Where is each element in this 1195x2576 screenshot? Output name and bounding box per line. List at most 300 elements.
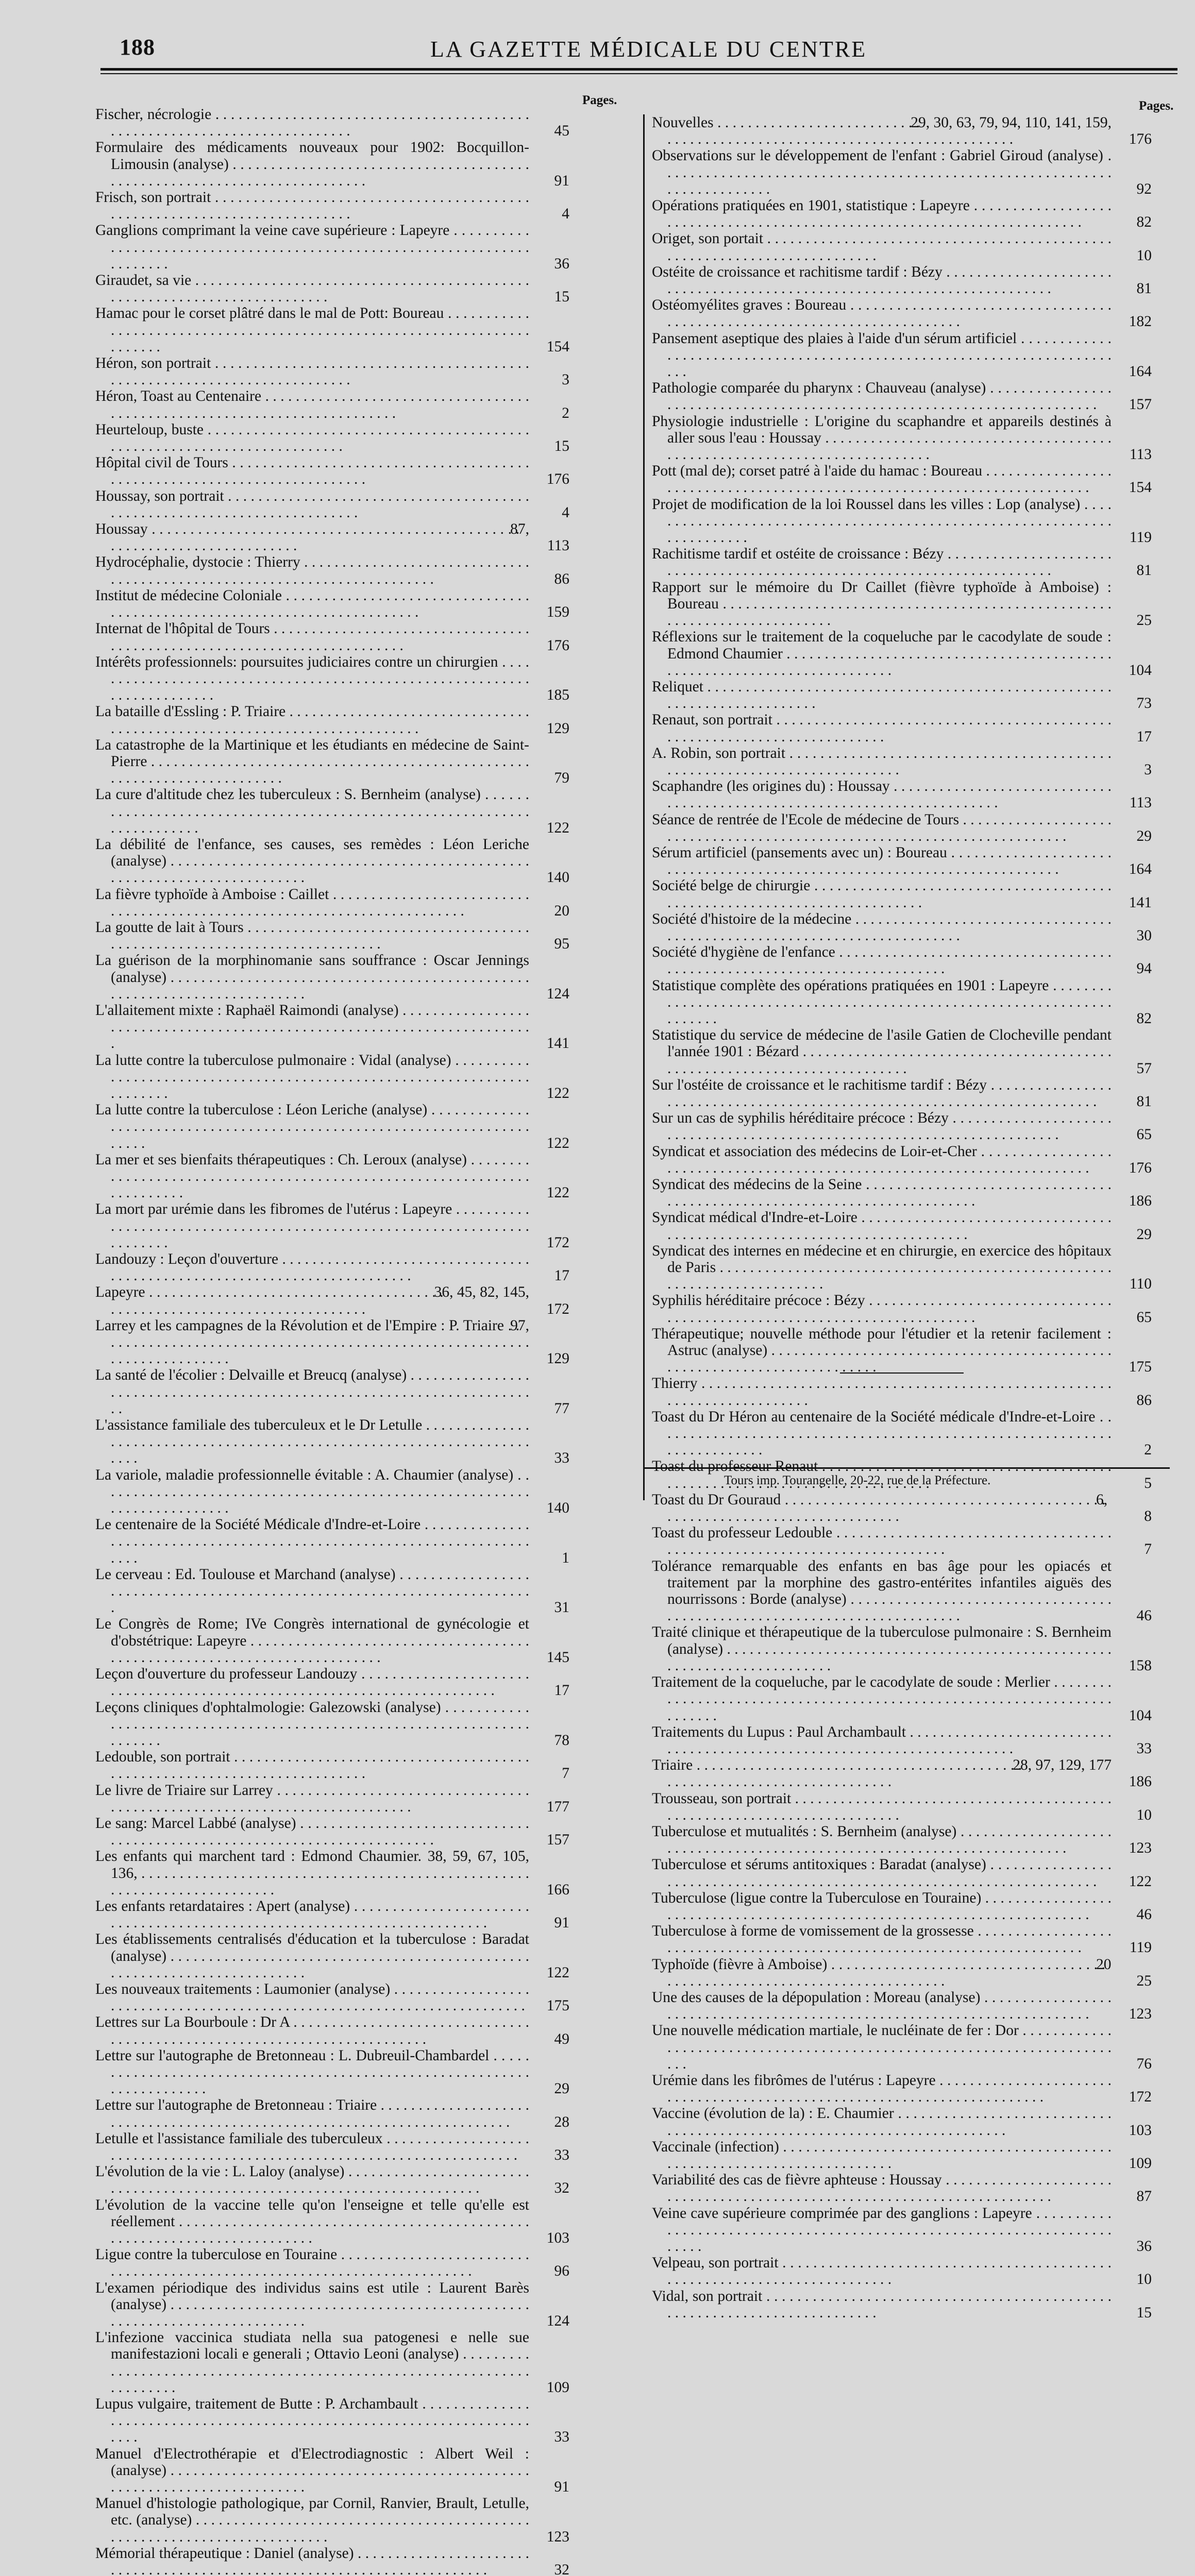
entry-title — [95, 919, 529, 952]
entry-text: Frisch, son portrait — [95, 189, 211, 206]
entry-title — [652, 1558, 1112, 1624]
entry-title — [95, 1699, 529, 1749]
entry-page: 81 — [1136, 562, 1152, 579]
index-entry — [652, 1176, 1152, 1209]
index-entry — [95, 2329, 569, 2396]
index-entry — [95, 2097, 569, 2130]
entry-text: Opérations pratiquées en 1901, statistique : Lapeyre — [652, 197, 970, 214]
entry-text: Traitement de la coqueluche, par le cacodylate de soude : Merlier — [652, 1674, 1050, 1691]
index-column-right — [652, 114, 1152, 2321]
entry-text: Tuberculose et mutualités : S. Bernheim (analyse) — [652, 1823, 957, 1840]
index-entry — [95, 139, 569, 189]
entry-title — [95, 1516, 529, 1566]
entry-page: 91 — [554, 1914, 569, 1931]
entry-page: 33 — [554, 2429, 569, 2446]
entry-title — [95, 1201, 529, 1251]
index-entry — [652, 1243, 1152, 1293]
entry-text: Institut de médecine Coloniale — [95, 587, 282, 604]
index-entry — [652, 1890, 1152, 1923]
entry-page: 113 — [1129, 446, 1152, 463]
entry-title — [652, 911, 1112, 944]
entry-text: Vidal, son portrait — [652, 2287, 763, 2304]
entry-page: 15 — [554, 289, 569, 306]
entry-text: Houssay — [95, 521, 148, 538]
entry-page: 186 — [1129, 1773, 1152, 1790]
entry-page: 76 — [1136, 2055, 1152, 2072]
index-entry — [95, 886, 569, 919]
entry-title — [652, 1243, 1112, 1293]
index-entry — [95, 703, 569, 736]
entry-title — [652, 1823, 1112, 1856]
entry-text: Sur un cas de syphilis héréditaire précoce : Bézy — [652, 1110, 949, 1127]
entry-page: 123 — [1129, 1840, 1152, 1857]
entry-page: 122 — [546, 1964, 569, 1981]
entry-text: A. Robin, son portrait — [652, 744, 786, 761]
entry-title — [95, 454, 529, 487]
entry-text: Le livre de Triaire sur Larrey — [95, 1782, 273, 1799]
entry-title — [652, 1209, 1112, 1242]
index-entry — [95, 2246, 569, 2279]
entry-title — [652, 811, 1112, 844]
entry-text: Manuel d'histologie pathologique, par Cornil, Ranvier, Brault, Letulle, etc. (analyse) — [95, 2495, 529, 2529]
entry-text: Hydrocéphalie, dystocie : Thierry — [95, 554, 300, 571]
index-entry — [95, 587, 569, 620]
index-entry — [95, 2130, 569, 2163]
entry-title — [652, 1790, 1112, 1823]
entry-text: Pansement aseptique des plaies à l'aide d'un sérum artificiel — [652, 330, 1017, 347]
entry-title — [95, 554, 529, 587]
pages-heading-left: Pages. — [582, 93, 617, 107]
entry-text: Syndicat et association des médecins de Loir-et-Cher — [652, 1143, 977, 1160]
entry-text: Intérêts professionnels: poursuites judiciaires contre un chirurgien — [95, 653, 498, 670]
index-entry — [652, 2072, 1152, 2105]
entry-text: Le sang: Marcel Labbé (analyse) — [95, 1815, 296, 1832]
entry-page: 176 — [546, 471, 569, 488]
entry-page: 122 — [546, 1084, 569, 1101]
entry-title — [652, 1624, 1112, 1674]
entry-title — [652, 463, 1112, 496]
entry-text: Lettre sur l'autographe de Bretonneau : L. Dubreuil-Chambardel — [95, 2047, 490, 2064]
index-entry — [652, 1923, 1152, 1956]
entry-page: 17 — [554, 1267, 569, 1284]
entry-title — [95, 2097, 529, 2130]
entry-text: L'assistance familiale des tuberculeux et le Dr Letulle — [95, 1417, 423, 1434]
index-entry — [652, 463, 1152, 496]
entry-text: Leçon d'ouverture du professeur Landouzy — [95, 1666, 358, 1683]
index-entry — [95, 1052, 569, 1102]
entry-title — [652, 1724, 1112, 1757]
entry-page: 154 — [1129, 479, 1152, 496]
entry-text: La cure d'altitude chez les tuberculeux : S. Bernheim (analyse) — [95, 786, 481, 803]
index-entry — [652, 1674, 1152, 1724]
entry-page: 186 — [1129, 1193, 1152, 1210]
entry-title — [95, 2446, 529, 2496]
entry-text: Thierry — [652, 1375, 698, 1392]
entry-page: 81 — [1136, 280, 1152, 297]
entry-page: 7 — [562, 1765, 569, 1782]
index-entry — [652, 264, 1152, 297]
index-entry — [652, 1027, 1152, 1077]
entry-title — [95, 1616, 529, 1666]
entry-page: 157 — [1129, 396, 1152, 413]
entry-text: L'évolution de la vaccine telle qu'on l'enseigne et telle qu'elle est réellement — [95, 2196, 529, 2230]
end-rule — [840, 1372, 964, 1374]
entry-title — [95, 1848, 529, 1898]
entry-title — [95, 2163, 529, 2196]
index-entry — [95, 2047, 569, 2097]
entry-title — [95, 1566, 529, 1616]
index-entry — [652, 1558, 1152, 1624]
entry-page: 140 — [546, 869, 569, 886]
entry-title — [652, 1292, 1112, 1325]
entry-title — [652, 264, 1112, 297]
index-entry — [95, 2163, 569, 2196]
entry-text: La guérison de la morphinomanie sans souffrance : Oscar Jennings (analyse) — [95, 952, 529, 986]
entry-title — [95, 1367, 529, 1417]
entry-title — [95, 106, 529, 139]
index-entry — [652, 230, 1152, 263]
index-entry — [652, 1956, 1152, 1989]
entry-title — [95, 2545, 529, 2576]
entry-text: Société belge de chirurgie — [652, 877, 811, 894]
entry-text: Fischer, nécrologie — [95, 106, 212, 123]
index-entry — [95, 454, 569, 487]
entry-text: Leçons cliniques d'ophtalmologie: Galezowski (analyse) — [95, 1699, 441, 1716]
entry-title — [95, 272, 529, 305]
entry-page: 5 — [1144, 1475, 1152, 1492]
entry-page: 175 — [1129, 1359, 1152, 1376]
entry-page: 94 — [1136, 960, 1152, 977]
entry-page: 123 — [546, 2528, 569, 2545]
entry-page: 33 — [554, 2146, 569, 2163]
entry-text: Rapport sur le mémoire du Dr Caillet (fièvre typhoïde à Amboise) : Boureau — [652, 579, 1112, 612]
index-entry — [652, 546, 1152, 579]
entry-page: 81 — [1136, 1093, 1152, 1110]
entry-title — [652, 1492, 1112, 1524]
entry-page: 154 — [546, 338, 569, 355]
entry-title — [95, 737, 529, 787]
entry-title — [652, 1890, 1112, 1923]
index-entry — [95, 2014, 569, 2047]
entry-text: Vaccine (évolution de la) : E. Chaumier — [652, 2105, 894, 2122]
index-entry — [652, 778, 1152, 811]
index-entry — [652, 2288, 1152, 2321]
index-entry — [95, 1666, 569, 1699]
entry-title — [652, 1326, 1112, 1376]
entry-text: Tuberculose et sérums antitoxiques : Baradat (analyse) — [652, 1856, 986, 1873]
entry-page: 30 — [1136, 927, 1152, 944]
entry-text: Ligue contre la tuberculose en Touraine — [95, 2246, 338, 2263]
entry-page: 176 — [546, 637, 569, 654]
entry-page: 166 — [546, 1881, 569, 1898]
entry-page: 4 — [562, 206, 569, 223]
entry-title — [652, 1176, 1112, 1209]
index-entry — [95, 189, 569, 222]
index-entry — [652, 330, 1152, 380]
entry-title — [652, 1923, 1112, 1956]
entry-text: Formulaire des médicaments nouveaux pour 1902: Bocquillon-Limousin (analyse) — [95, 139, 529, 173]
entry-title — [652, 546, 1112, 579]
entry-text: Vaccinale (infection) — [652, 2138, 779, 2155]
index-entry — [652, 911, 1152, 944]
entry-text: Lapeyre — [95, 1284, 145, 1301]
entry-text: Observations sur le développement de l'enfant : Gabriel Giroud (analyse) — [652, 147, 1103, 164]
entry-title — [95, 521, 529, 554]
index-entry — [95, 919, 569, 952]
header-rule-thin — [100, 73, 1177, 74]
entry-page: 129 — [546, 720, 569, 737]
entry-text: Variabilité des cas de fièvre aphteuse : Houssay — [652, 2172, 942, 2189]
entry-title — [652, 380, 1112, 413]
index-entry — [95, 272, 569, 305]
page-header — [0, 27, 1195, 63]
entry-title — [652, 1143, 1112, 1176]
entry-title — [652, 1110, 1112, 1143]
entry-title — [95, 2495, 529, 2545]
journal-title: LA GAZETTE MÉDICALE DU CENTRE — [430, 37, 867, 62]
entry-text: Tolérance remarquable des enfants en bas âge pour les opiacés et traitement par la morphine des gastro-entérites infantiles aiguës des nourrissons : Borde (analyse) — [652, 1557, 1112, 1608]
entry-page: 129 — [546, 1350, 569, 1367]
entry-page: 122 — [546, 819, 569, 836]
entry-text: Le cerveau : Ed. Toulouse et Marchand (analyse) — [95, 1566, 396, 1583]
entry-title — [95, 2396, 529, 2446]
entry-page: 172 — [546, 1234, 569, 1251]
entry-page: 25 — [1136, 612, 1152, 629]
index-entry — [95, 1417, 569, 1467]
entry-title — [95, 786, 529, 836]
entry-title — [95, 222, 529, 272]
index-column-left — [95, 106, 569, 2576]
entry-text: Tuberculose (ligue contre la Tuberculose en Touraine) — [652, 1889, 982, 1906]
entry-title — [95, 587, 529, 620]
entry-page: 10 — [1136, 1806, 1152, 1823]
entry-text: Toast du professeur Ledouble — [652, 1524, 833, 1541]
entry-title — [652, 778, 1112, 811]
entry-page: 28 — [554, 2113, 569, 2130]
index-entry — [95, 1516, 569, 1566]
entry-text: Veine cave supérieure comprimée par des ganglions : Lapeyre — [652, 2205, 1032, 2222]
entry-text: Une nouvelle médication martiale, le nucléinate de fer : Dor — [652, 2022, 1019, 2039]
index-entry — [95, 1251, 569, 1284]
entry-page: 157 — [546, 1832, 569, 1849]
entry-page: 15 — [1136, 2304, 1152, 2321]
entry-text: Thérapeutique; nouvelle méthode pour l'étudier et la retenir facilement : Astruc (analyse) — [652, 1325, 1112, 1359]
entry-page: 122 — [546, 1184, 569, 1201]
index-entry — [95, 1101, 569, 1151]
entry-text: Lettres sur La Bourboule : Dr A — [95, 2014, 290, 2031]
entry-page: 113 — [1129, 794, 1152, 811]
entry-text: Renaut, son portrait — [652, 711, 772, 728]
index-entry — [652, 977, 1152, 1027]
entry-text: Statistique du service de médecine de l'asile Gatien de Clocheville pendant l'année 1901 : Bézard — [652, 1027, 1112, 1060]
entry-page: 124 — [546, 2313, 569, 2330]
entry-title — [652, 1375, 1112, 1408]
index-entry — [652, 1989, 1152, 2022]
entry-title — [652, 330, 1112, 380]
entry-page: 86 — [1136, 1392, 1152, 1409]
entry-page: 3 — [562, 371, 569, 388]
entry-page: 119 — [1129, 1939, 1152, 1956]
entry-page: 122 — [1129, 1873, 1152, 1890]
entry-text: Internat de l'hôpital de Tours — [95, 620, 270, 637]
entry-page: 92 — [1136, 180, 1152, 197]
entry-title — [652, 1856, 1112, 1889]
entry-text: Hôpital civil de Tours — [95, 454, 228, 471]
index-entry — [95, 2197, 569, 2247]
index-entry — [95, 1931, 569, 1981]
entry-page: 185 — [546, 687, 569, 704]
entry-text: Triaire — [652, 1757, 693, 1774]
index-entry — [652, 745, 1152, 778]
entry-page: 20 — [554, 902, 569, 919]
entry-text: Lupus vulgaire, traitement de Butte : P. Archambault — [95, 2396, 418, 2413]
entry-page: 177 — [546, 1798, 569, 1815]
entry-title — [95, 836, 529, 886]
index-entry — [652, 1724, 1152, 1757]
index-entry — [95, 836, 569, 886]
index-entry — [95, 554, 569, 587]
index-entry — [652, 1110, 1152, 1143]
index-entry — [652, 1790, 1152, 1823]
entry-text: Hamac pour le corset plâtré dans le mal de Pott: Boureau — [95, 305, 444, 322]
entry-page: 86 — [554, 570, 569, 587]
index-entry — [652, 679, 1152, 711]
entry-text: Les nouveaux traitements : Laumonier (analyse) — [95, 1980, 391, 1997]
index-entry — [652, 629, 1152, 679]
entry-text: Héron, Toast au Centenaire — [95, 388, 262, 405]
entry-text: Une des causes de la dépopulation : Moreau (analyse) — [652, 1989, 981, 2006]
index-entry — [95, 106, 569, 139]
entry-title — [652, 977, 1112, 1027]
entry-title — [652, 877, 1112, 910]
index-entry — [95, 2446, 569, 2496]
entry-title — [652, 413, 1112, 463]
entry-page: 82 — [1136, 214, 1152, 231]
entry-text: Heurteloup, buste — [95, 421, 204, 438]
index-entry — [652, 1823, 1152, 1856]
index-entry — [95, 1284, 569, 1317]
entry-title — [652, 745, 1112, 778]
entry-text: Le Congrès de Rome; IVe Congrès international de gynécologie et d'obstétrique: Lapeyre — [95, 1616, 529, 1649]
entry-title — [652, 230, 1112, 263]
entry-page: 87 — [1136, 2188, 1152, 2205]
entry-text: Trousseau, son portrait — [652, 1790, 792, 1807]
entry-title — [652, 1674, 1112, 1724]
entry-text: Ostéite de croissance et rachitisme tardif : Bézy — [652, 263, 942, 280]
entry-title — [95, 1317, 529, 1367]
index-entry — [652, 1375, 1152, 1408]
index-entry — [652, 1143, 1152, 1176]
entry-title — [95, 2047, 529, 2097]
entry-page: 4 — [562, 504, 569, 521]
index-entry — [652, 579, 1152, 629]
entry-page: 176 — [1129, 1159, 1152, 1176]
index-entry — [652, 1624, 1152, 1674]
entry-text: Rachitisme tardif et ostéite de croissance : Bézy — [652, 546, 944, 563]
entry-text: Reliquet — [652, 678, 703, 695]
index-entry — [95, 1566, 569, 1616]
entry-text: Le centenaire de la Société Médicale d'Indre-et-Loire — [95, 1516, 421, 1533]
entry-page: 104 — [1129, 662, 1152, 679]
entry-page: 65 — [1136, 1126, 1152, 1143]
entry-title — [95, 2246, 529, 2279]
entry-title — [95, 1782, 529, 1815]
index-entry — [95, 1317, 569, 1367]
entry-text: Statistique complète des opérations pratiquées en 1901 : Lapeyre — [652, 977, 1049, 994]
entry-page: 103 — [1129, 2122, 1152, 2139]
index-entry — [95, 2396, 569, 2446]
entry-text: Larrey et les campagnes de la Révolution et de l'Empire : P. Triaire — [95, 1317, 504, 1334]
index-entry — [652, 1757, 1152, 1790]
entry-text: La variole, maladie professionnelle évitable : A. Chaumier (analyse) — [95, 1466, 514, 1483]
index-entry — [652, 2205, 1152, 2255]
entry-page: 7 — [1144, 1541, 1152, 1558]
entry-title — [95, 1931, 529, 1981]
entry-page: 124 — [546, 985, 569, 1002]
index-entry — [95, 2280, 569, 2330]
entry-text: Letulle et l'assistance familiale des tuberculeux — [95, 2130, 383, 2147]
entry-page: 1 — [562, 1549, 569, 1566]
entry-page: 104 — [1129, 1707, 1152, 1724]
index-entry — [95, 521, 569, 554]
index-entry — [95, 2495, 569, 2545]
entry-title — [652, 1409, 1112, 1459]
entry-extra-pages: 87, — [510, 521, 529, 538]
entry-title — [652, 2139, 1112, 2172]
entry-title — [95, 305, 529, 355]
index-entry — [652, 147, 1152, 197]
entry-title — [652, 496, 1112, 546]
entry-text: Projet de modification de la loi Roussel dans les villes : Lop (analyse) — [652, 496, 1081, 513]
entry-title — [95, 1749, 529, 1782]
entry-page: 36 — [554, 255, 569, 272]
index-entry — [95, 1749, 569, 1782]
entry-title — [652, 2255, 1112, 2287]
index-entry — [95, 1981, 569, 2014]
entry-page: 8 — [1144, 1508, 1152, 1525]
entry-extra-pages: 28, 97, 129, 177 — [1013, 1757, 1112, 1774]
index-entry — [95, 305, 569, 355]
entry-title — [95, 1467, 529, 1517]
index-entry — [652, 1077, 1152, 1110]
index-entry — [95, 737, 569, 787]
entry-title — [652, 2172, 1112, 2205]
entry-title — [652, 297, 1112, 330]
index-entry — [652, 1524, 1152, 1557]
entry-page: 79 — [554, 770, 569, 787]
entry-title — [652, 1956, 1112, 1989]
entry-page: 140 — [546, 1500, 569, 1517]
entry-text: Landouzy : Leçon d'ouverture — [95, 1251, 279, 1268]
entry-title — [95, 886, 529, 919]
index-entry — [95, 1151, 569, 1201]
entry-text: Syphilis héréditaire précoce : Bézy — [652, 1292, 865, 1309]
entry-title — [95, 1002, 529, 1052]
index-entry — [95, 1898, 569, 1931]
index-entry — [652, 711, 1152, 744]
entry-title — [652, 579, 1112, 629]
entry-title — [652, 2022, 1112, 2072]
index-entry — [95, 1815, 569, 1848]
index-entry — [95, 1848, 569, 1898]
index-entry — [652, 944, 1152, 977]
entry-text: Nouvelles — [652, 114, 714, 131]
index-entry — [95, 1002, 569, 1052]
entry-page: 32 — [554, 2562, 569, 2576]
entry-text: Mémorial thérapeutique : Daniel (analyse) — [95, 2545, 354, 2562]
entry-text: La bataille d'Essling : P. Triaire — [95, 703, 286, 720]
index-entry — [652, 2022, 1152, 2072]
